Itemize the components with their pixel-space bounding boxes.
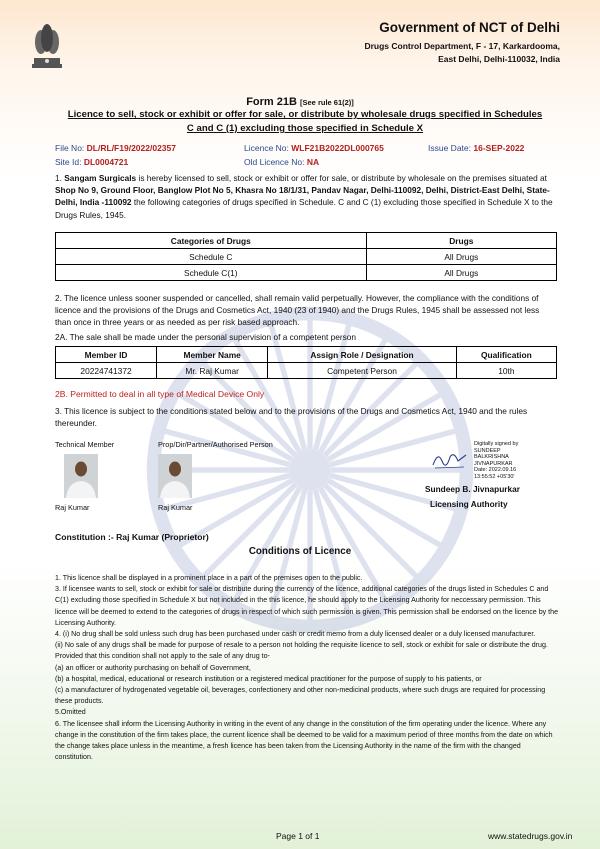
licence-paragraph-2: 2. The licence unless sooner suspended or cancelled, shall remain valid perpetually. However, the compliance with the conditions of licence and the provisions of the Drugs and Cosmetics Act, 1940 (23 of 1940) and the Drugs Rules, 1945 shall be assessed not less than once in three years or as needed as per risk based approach. [55,293,540,328]
conditions-heading: Conditions of Licence [248,546,352,557]
form-name: Form 21B [246,96,297,108]
authorised-person-photo [158,454,192,498]
authority-name: Sundeep B. Jivnapurkar [425,484,520,494]
licence-title-line2: C and C (1) excluding those specified in Schedule X [186,123,424,134]
table-cell: Schedule C(1) [56,265,367,281]
form-title [0,96,600,108]
person-icon [158,454,192,498]
table-cell: All Drugs [366,249,556,265]
licence-paragraph-3: 3. This licence is subject to the conditions stated below and to the provisions of the Drugs and Cosmetics Act, 1940 and the rules thereunder. [55,406,528,429]
table-row [56,363,557,379]
list-item: (b) a hospital, medical, educational or research institution or a registered medical practitioner for the purpose of supply to his patients, or [55,674,482,683]
table-header: Member ID [56,347,157,363]
licence-no-value: WLF21B2022DL000765 [291,143,384,153]
site-id-value: DL0004721 [83,157,129,167]
government-header [364,20,560,66]
members-table [55,346,557,379]
site-id: Site Id: DL0004721 [55,157,129,167]
licence-paragraph-2a: 2A. The sale shall be made under the personal supervision of a competent person [55,332,357,342]
table-cell: All Drugs [366,265,556,281]
department-address-line1: Drugs Control Department, F - 17, Karkardooma, [364,41,560,51]
licence-title [40,108,570,136]
list-item: (a) an officer or authority purchasing on behalf of Government, [55,663,251,672]
website-link[interactable]: www.statedrugs.gov.in [488,831,573,841]
conditions-list [55,573,560,763]
table-cell: 20224741372 [56,363,157,379]
digital-signature-block: Digitally signed by SUNDEEP BALKRISHNA JIVNAPURKAR Date: 2022.09.16 13:55:52 +05'30' [474,441,519,480]
list-item: 5.Omitted [55,708,86,717]
table-header: Drugs [366,233,556,249]
list-item: 4. (i) No drug shall be sold unless such drug has been purchased under cash or credit memo from a duly licensed dealer or a duly licensed manufacturer. [55,630,536,639]
file-no-value: DL/RL/F19/2022/02357 [86,143,176,153]
firm-name: Sangam Surgicals [64,173,137,183]
page-number: Page 1 of 1 [276,831,320,841]
person-icon [64,454,98,498]
list-item: Provided that this condition shall not apply to the sale of any drug to- [55,652,270,661]
old-licence-value: NA [306,157,320,167]
table-cell: Competent Person [268,363,456,379]
issue-date: Issue Date: 16-SEP-2022 [428,143,525,153]
table-cell: 10th [456,363,556,379]
constitution-line: Constitution :- Raj Kumar (Proprietor) [55,532,209,542]
list-item: (c) a manufacturer of hydrogenated vegetable oil, beverages, confectionery and other non-medicinal products, where such drugs are required for processing these products. [55,686,546,706]
table-row [56,249,557,265]
table-header-row [56,347,557,363]
table-header: Assign Role / Designation [268,347,456,363]
table-row [56,265,557,281]
list-item: 1. This licence shall be displayed in a prominent place in a part of the premises open to the public. [55,574,363,582]
technical-member-name: Raj Kumar [55,503,90,512]
drug-categories-table [55,232,557,281]
technical-member-label: Technical Member [55,440,115,449]
list-item: 3. If licensee wants to sell, stock or exhibit for sale or distribute during the currency of the licence, additional categories of the drugs listed in Schedules C and C(1) excluding those specified in Schedule X but not included in the this licence, he should apply to the Licensing Authority for neccessary permission. This licence will be deemed to extend to the categories of drugs in respect of which such permission is given. This permission shall be endorsed on the licence by the Licensing Authority. [55,585,559,627]
signature-scribble-icon [430,447,470,473]
authorised-person-name: Raj Kumar [158,503,193,512]
authorised-person-label: Prop/Dir/Partner/Authorised Person [158,440,273,449]
table-header: Qualification [456,347,556,363]
issue-date-value: 16-SEP-2022 [473,143,525,153]
list-item: 6. The licensee shall inform the Licensing Authority in writing in the event of any change in the constitution of the firm operating under the licence. Where any change in the constitution of the firm takes place, the current licence shall be deemed to be valid for a maximum period of three months from the date on which the change takes place unless in the meantime, a fresh licence has been taken from the Licensing Authority in the name of the firm with the changed constitution. [55,719,553,762]
list-item: (ii) No sale of any drugs shall be made for purpose of resale to a person not holding the requisite licence to sell, stock or exhibit for sale or distribute the drug. [55,641,548,650]
department-address-line2: East Delhi, Delhi-110032, India [438,54,560,64]
file-no: File No: DL/RL/F19/2022/02357 [55,143,176,153]
licence-title-line1: Licence to sell, stock or exhibit or offer for sale, or distribute by wholesale drugs specified in Schedules [67,109,543,120]
table-header-row [56,233,557,249]
form-rule: [See rule 61(2)] [300,98,354,107]
table-header: Categories of Drugs [56,233,367,249]
government-title: Government of NCT of Delhi [379,20,560,35]
old-licence-no: Old Licence No: NA [244,157,320,167]
licence-paragraph-1: 1. Sangam Surgicals is hereby licensed to sell, stock or exhibit or offer for sale, or distribute by wholesale on the premises situated at Shop No 9, Ground Floor, Banglow Plot No 5, Khasra No 18/1/31, Pandav Nagar, Delhi-110092, Delhi, District-East Delhi, State-Delhi, India -110092 the following categories of drugs specified in Schedule. C and C (1) excluding those specified in Schedule X to the Drugs Rules, 1945. [55,173,553,220]
permission-note: 2B. Permitted to deal in all type of Medical Device Only [55,389,265,399]
table-cell: Mr. Raj Kumar [157,363,268,379]
table-cell: Schedule C [56,249,367,265]
authority-title: Licensing Authority [430,499,508,509]
national-emblem-icon [30,18,64,74]
premises-address: Shop No 9, Ground Floor, Banglow Plot No 5, Khasra No 18/1/31, Pandav Nagar, Delhi-110092, Delhi, District-East Delhi, State-Delhi, India -110092 [55,185,550,208]
table-header: Member Name [157,347,268,363]
technical-member-photo [64,454,98,498]
licence-no: Licence No: WLF21B2022DL000765 [244,143,384,153]
